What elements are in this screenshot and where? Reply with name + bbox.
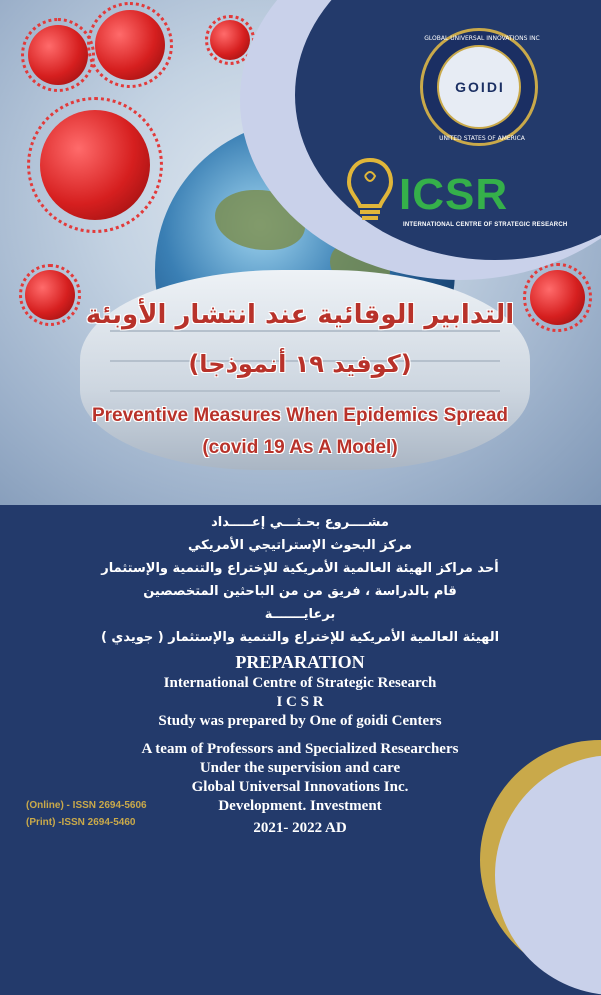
arabic-credit-line: برعايـــــــة	[264, 607, 336, 622]
team-line: A team of Professors and Specialized Researchers	[141, 741, 459, 757]
issn-online: (Online) - ISSN 2694-5606	[26, 800, 147, 811]
centre-name: International Centre of Strategic Research	[163, 675, 437, 691]
arabic-credit-line: الهيئة العالمية الأمريكية للإختراع والتنمية والإستثمار ( جويدي )	[100, 630, 500, 645]
arabic-credit-line: أحد مراكز الهيئة العالمية الأمريكية للإختراع والتنمية والإستثمار	[101, 561, 499, 576]
virus-icon	[95, 10, 165, 80]
arabic-credit-line: مشــــروع بحـثـــي إعـــــداد	[211, 515, 389, 530]
supervision-line: Under the supervision and care	[199, 760, 401, 776]
arabic-credit-line: مركز البحوث الإستراتيجي الأمريكي	[188, 538, 412, 553]
arabic-credit-line: قام بالدراسة ، فريق من من الباحثين المتخصصين	[143, 584, 457, 599]
virus-icon	[28, 25, 88, 85]
years-line: 2021- 2022 AD	[253, 820, 347, 836]
english-title: Preventive Measures When Epidemics Spread	[91, 405, 509, 426]
issn-print: (Print) -ISSN 2694-5460	[26, 817, 136, 828]
arabic-subtitle: (كوفيد ١٩ أنموذجا)	[188, 350, 412, 378]
virus-icon	[40, 110, 150, 220]
goidi-seal-logo: GLOBAL UNIVERSAL INNOVATIONS INC GOIDI UNITED STATES OF AMERICA	[420, 28, 538, 146]
centre-acronym: I C S R	[276, 694, 324, 710]
arabic-title: التدابير الوقائية عند انتشار الأوبئة	[85, 300, 515, 330]
org-line: Global Universal Innovations Inc.	[191, 779, 409, 795]
preparation-heading: PREPARATION	[235, 652, 365, 672]
lightbulb-icon	[345, 156, 395, 226]
study-line: Study was prepared by One of goidi Centers	[158, 713, 442, 729]
english-subtitle: (covid 19 As A Model)	[202, 437, 398, 458]
dev-line: Development. Investment	[218, 798, 382, 814]
virus-icon	[210, 20, 250, 60]
icsr-logo: ICSR INTERNATIONAL CENTRE OF STRATEGIC RESEARCH	[345, 150, 575, 240]
